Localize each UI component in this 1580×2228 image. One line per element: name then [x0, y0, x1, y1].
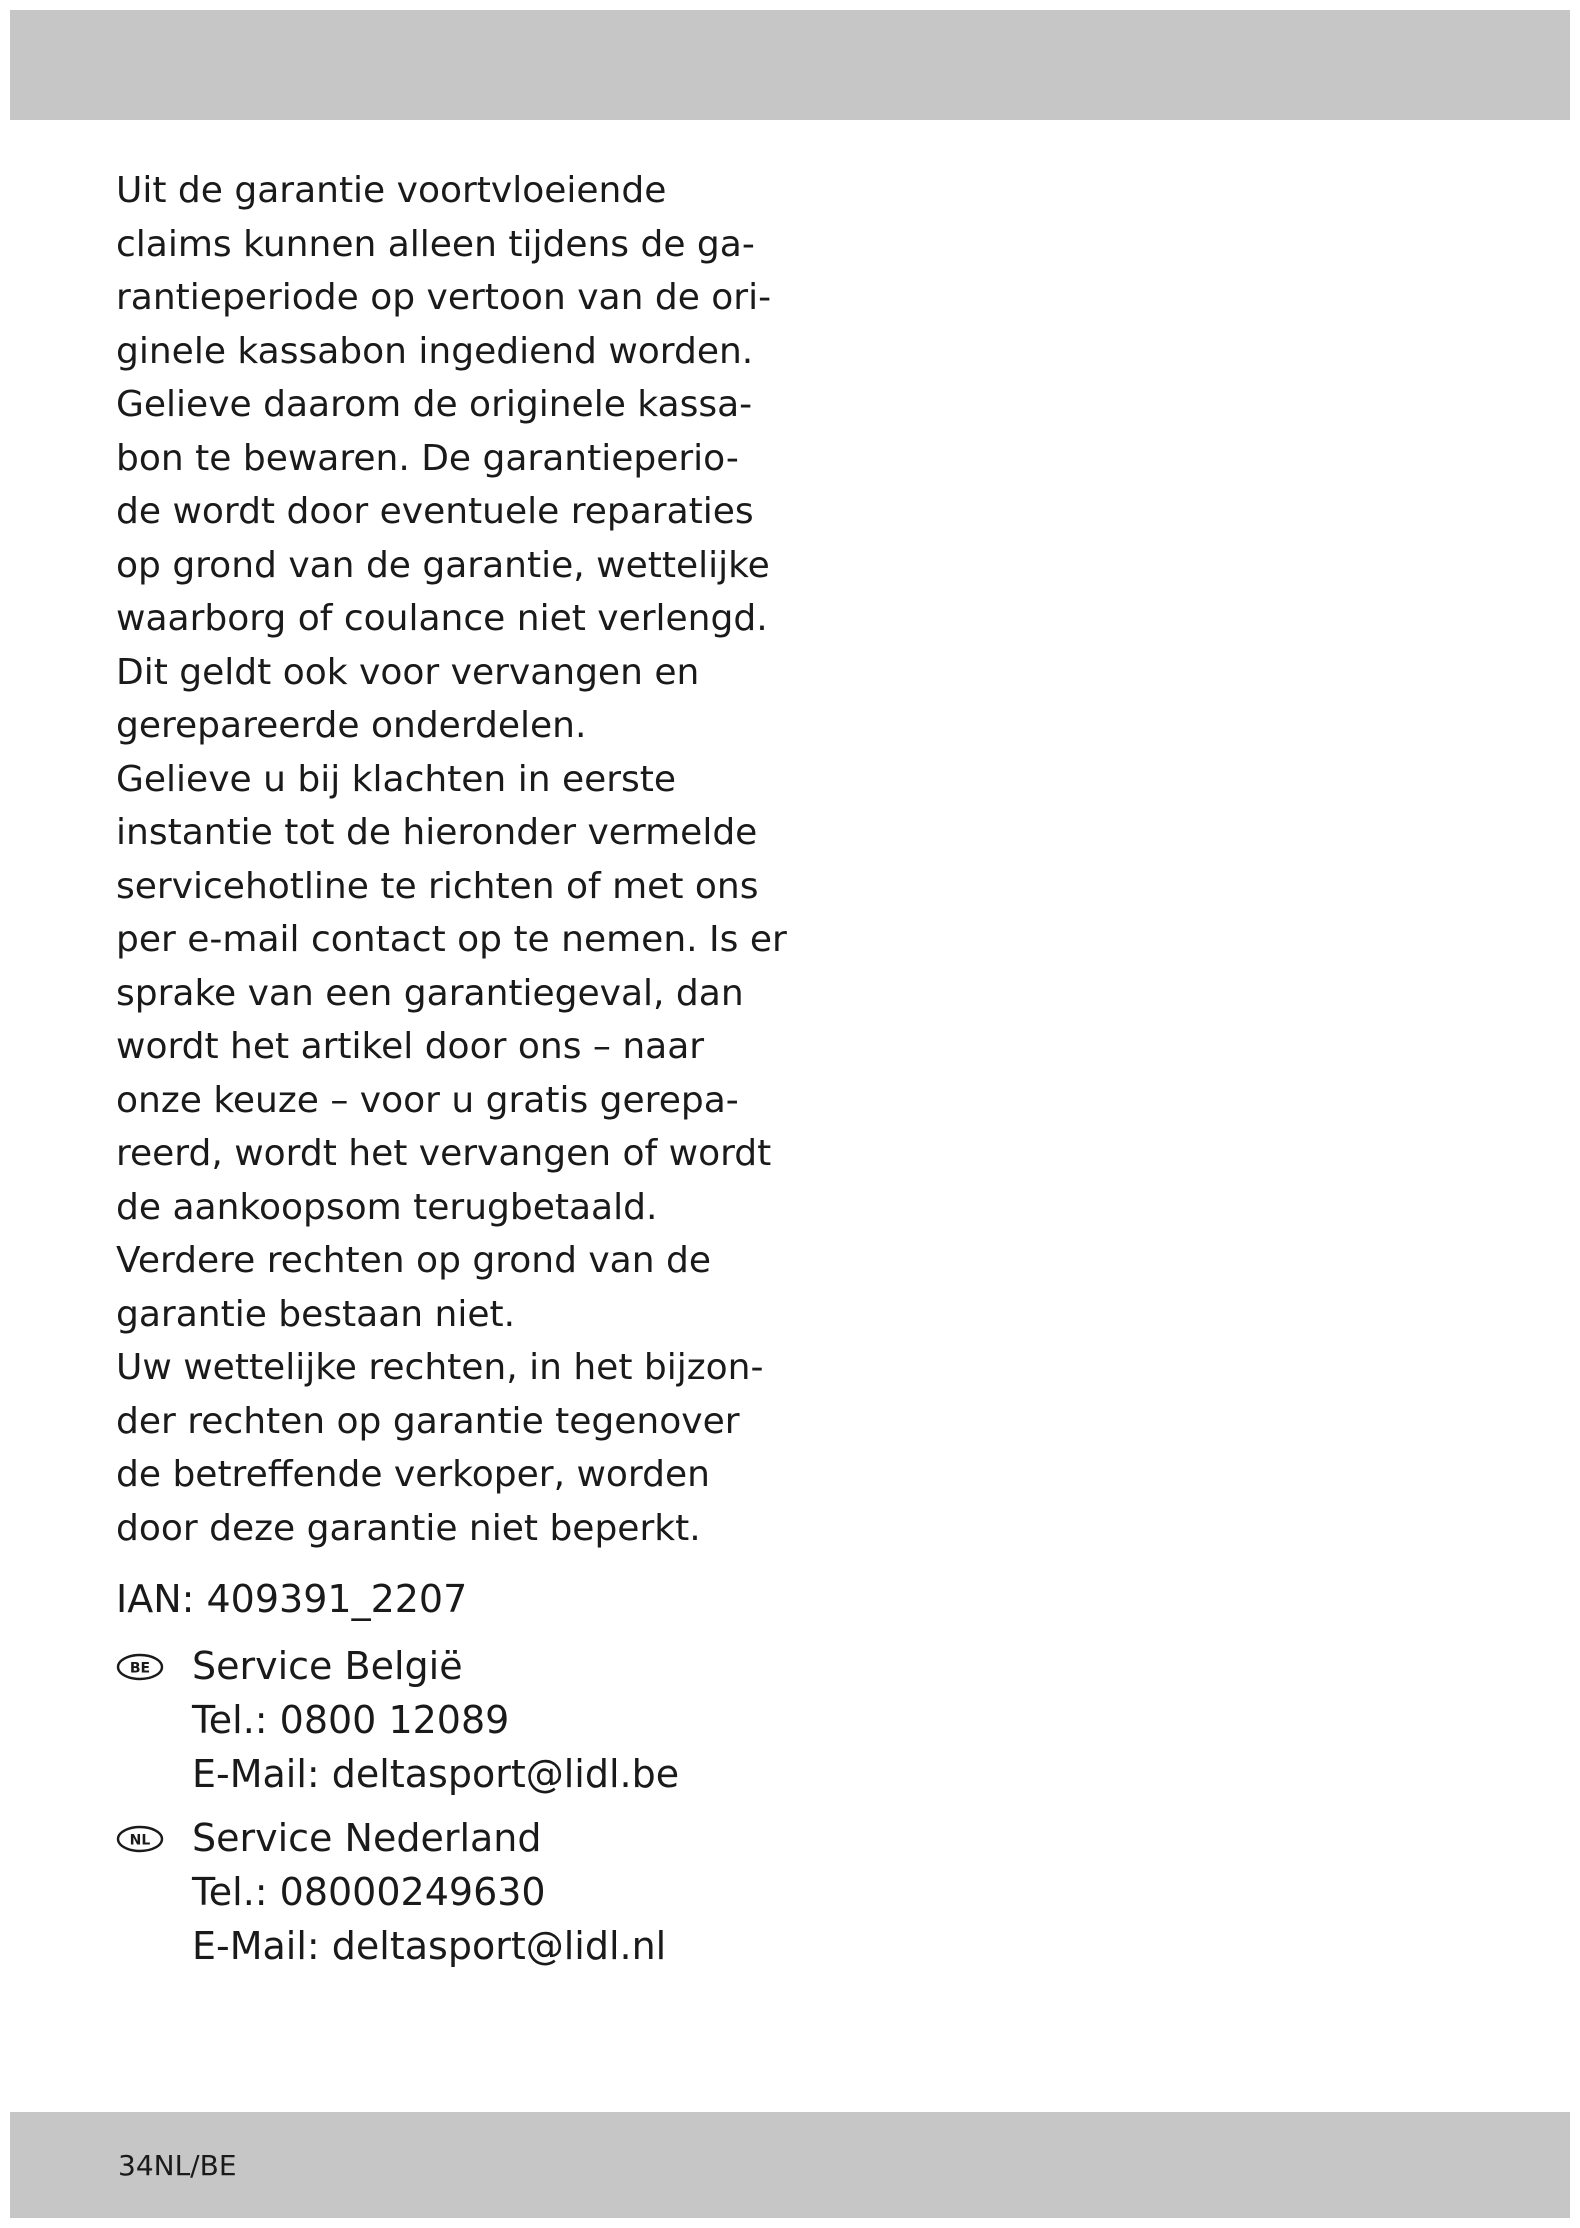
service-netherlands	[116, 1811, 816, 1973]
service-phone: Tel.: 0800 12089	[192, 1698, 510, 1742]
belgium-country-badge-icon	[116, 1653, 164, 1681]
badge-label: BE	[129, 1660, 151, 1677]
badge-label: NL	[129, 1832, 151, 1849]
text-line: instantie tot de hieronder vermelde	[116, 812, 758, 853]
header-bar	[10, 10, 1570, 120]
text-line: onze keuze – voor u gratis gerepa-	[116, 1079, 739, 1121]
page-number: 34NL/BE	[118, 2149, 237, 2182]
warranty-content	[116, 164, 816, 1973]
text-line: Dit geldt ook voor vervangen en	[116, 651, 700, 693]
text-line: per e-mail contact op te nemen. Is er	[116, 919, 787, 960]
ian-number: IAN: 409391_2207	[116, 1577, 468, 1621]
text-line: garantie bestaan niet.	[116, 1293, 516, 1335]
service-phone: Tel.: 08000249630	[192, 1870, 546, 1914]
netherlands-country-badge-icon	[116, 1825, 164, 1853]
text-line: gerepareerde onderdelen.	[116, 705, 587, 746]
warranty-paragraph-2	[116, 753, 816, 1342]
text-line: reerd, wordt het vervangen of wordt	[116, 1133, 772, 1174]
text-line: Uw wettelijke rechten, in het bijzon-	[116, 1347, 764, 1388]
text-line: wordt het artikel door ons – naar	[116, 1026, 705, 1067]
text-line: Verdere rechten op grond van de	[116, 1240, 711, 1281]
service-title: Service België	[192, 1644, 463, 1688]
warranty-paragraph-1	[116, 164, 816, 753]
text-line: de aankoopsom terugbetaald.	[116, 1186, 658, 1228]
text-line: door deze garantie niet beperkt.	[116, 1507, 701, 1549]
service-email: E-Mail: deltasport@lidl.be	[192, 1752, 680, 1796]
text-line: de betreffende verkoper, worden	[116, 1454, 710, 1495]
text-line: ginele kassabon ingediend worden.	[116, 330, 754, 372]
service-email: E-Mail: deltasport@lidl.nl	[192, 1924, 667, 1968]
text-line: Gelieve daarom de originele kassa-	[116, 384, 753, 425]
text-line: Uit de garantie voortvloeiende	[116, 170, 667, 211]
text-line: op grond van de garantie, wettelijke	[116, 544, 770, 586]
text-line: der rechten op garantie tegenover	[116, 1400, 740, 1442]
text-line: de wordt door eventuele reparaties	[116, 491, 754, 532]
service-belgium	[116, 1639, 816, 1801]
text-line: claims kunnen alleen tijdens de ga-	[116, 223, 755, 265]
text-line: sprake van een garantiegeval, dan	[116, 972, 744, 1014]
text-line: rantieperiode op vertoon van de ori-	[116, 277, 772, 318]
text-line: bon te bewaren. De garantieperio-	[116, 437, 739, 479]
text-line: Gelieve u bij klachten in eerste	[116, 758, 677, 800]
text-line: waarborg of coulance niet verlengd.	[116, 598, 768, 639]
footer-bar	[10, 2112, 1570, 2218]
service-title: Service Nederland	[192, 1816, 542, 1860]
text-line: servicehotline te richten of met ons	[116, 865, 759, 907]
warranty-paragraph-3	[116, 1341, 816, 1555]
